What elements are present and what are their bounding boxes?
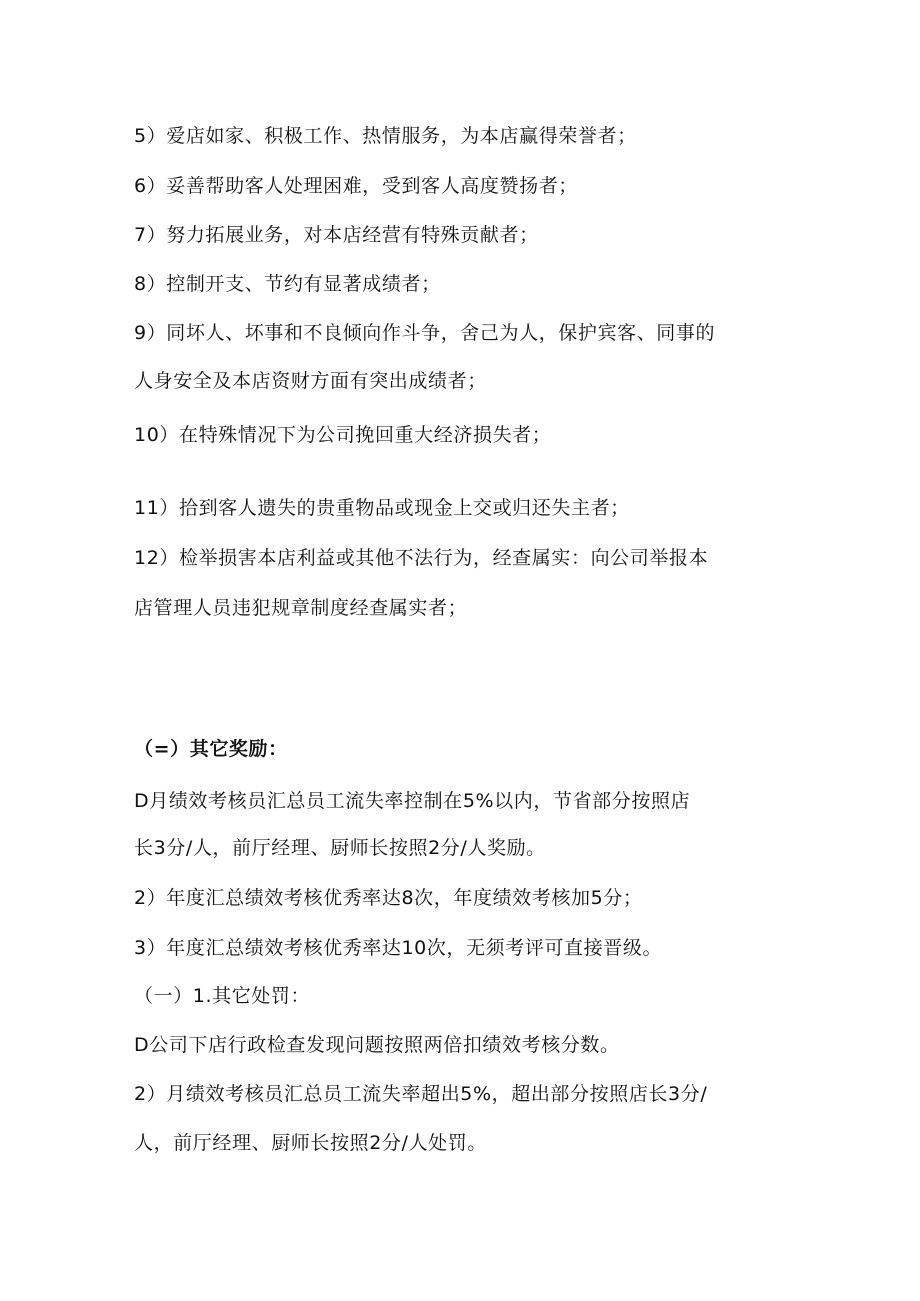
- reward-item-7: 7）努力拓展业务，对本店经营有特殊贡献者；: [134, 224, 539, 246]
- reward-item-12-line1: 12）检举损害本店利益或其他不法行为，经查属实：向公司举报本: [134, 547, 709, 569]
- other-reward-1-line1: D月绩效考核员汇总员工流失率控制在5%以内，节省部分按照店: [134, 790, 691, 812]
- reward-item-10: 10）在特殊情况下为公司挽回重大经济损失者；: [134, 424, 552, 446]
- reward-item-11: 11）拾到客人遗失的贵重物品或现金上交或归还失主者；: [134, 497, 630, 519]
- other-penalty-2-line2: 人，前厅经理、厨师长按照2分/人处罚。: [134, 1132, 487, 1154]
- reward-item-9-line1: 9）同坏人、坏事和不良倾向作斗争，舍己为人，保护宾客、同事的: [134, 322, 716, 344]
- reward-item-6: 6）妥善帮助客人处理困难，受到客人高度赞扬者；: [134, 175, 578, 197]
- other-penalty-2-line1: 2）月绩效考核员汇总员工流失率超出5%，超出部分按照店长3分/: [134, 1083, 708, 1105]
- other-reward-1-line2: 长3分/人，前厅经理、厨师长按照2分/人奖励。: [134, 837, 546, 859]
- reward-item-8: 8）控制开支、节约有显著成绩者；: [134, 273, 441, 295]
- reward-item-5: 5）爱店如家、积极工作、热情服务，为本店赢得荣誉者；: [134, 125, 637, 147]
- other-penalties-heading: （一）1.其它处罚：: [134, 985, 311, 1007]
- other-reward-3: 3）年度汇总绩效考核优秀率达10次，无须考评可直接晋级。: [134, 937, 663, 959]
- reward-item-12-line2: 店管理人员违犯规章制度经查属实者；: [134, 597, 468, 619]
- other-penalty-1: D公司下店行政检查发现问题按照两倍扣绩效考核分数。: [134, 1034, 620, 1056]
- other-reward-2: 2）年度汇总绩效考核优秀率达8次，年度绩效考核加5分；: [134, 887, 643, 909]
- other-rewards-heading: （=）其它奖励：: [134, 738, 288, 760]
- reward-item-9-line2: 人身安全及本店资财方面有突出成绩者；: [134, 370, 487, 392]
